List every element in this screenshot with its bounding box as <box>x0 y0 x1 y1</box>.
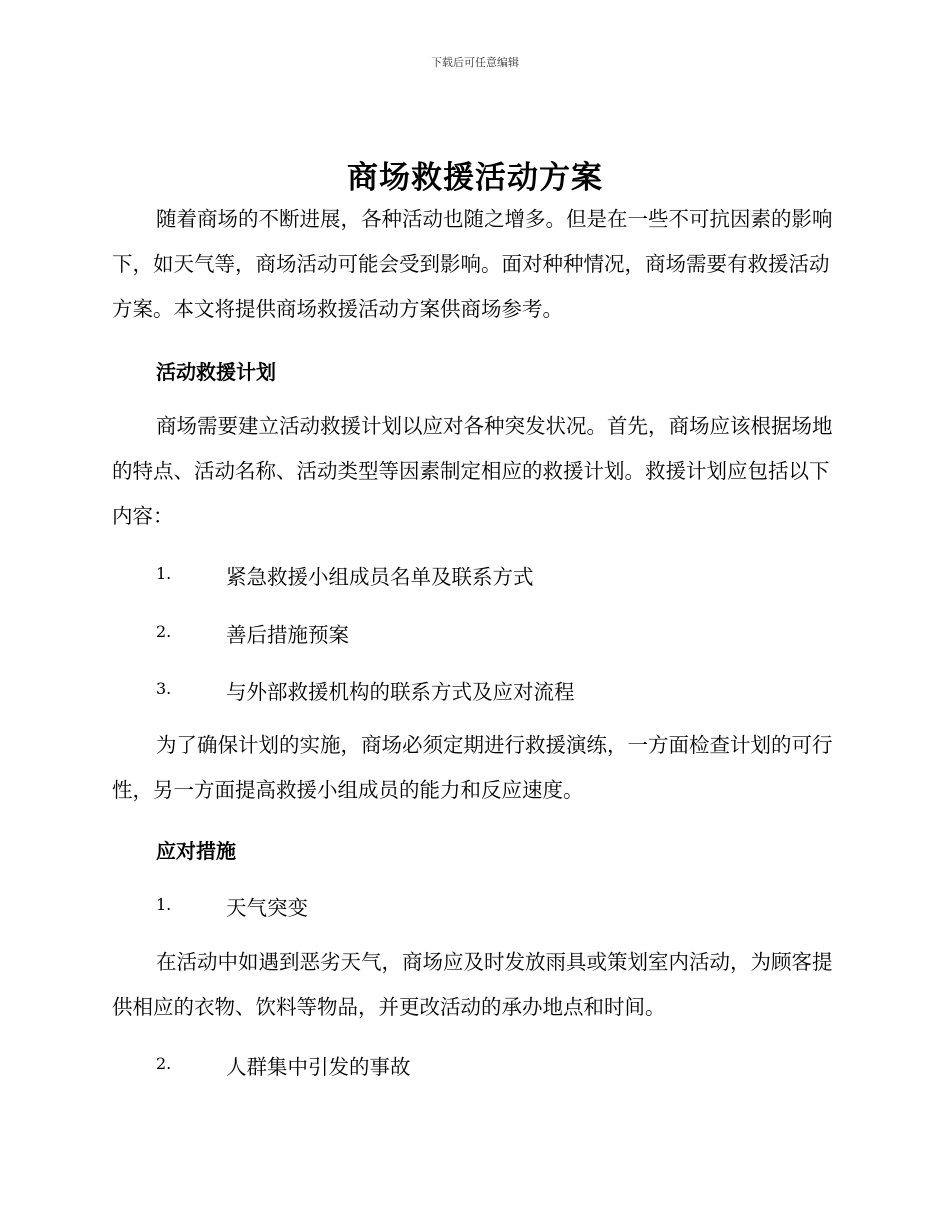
list-item-number: 2. <box>156 622 172 641</box>
header-note: 下载后可任意编辑 <box>431 56 519 69</box>
list-item-number: 2. <box>156 1054 172 1073</box>
list-item-text: 天气突变 <box>226 896 308 920</box>
document-title: 商场救援活动方案 <box>347 160 603 196</box>
section-heading-countermeasures: 应对措施 <box>156 839 236 863</box>
drill-paragraph: 为了确保计划的实施，商场必须定期进行救援演练，一方面检查计划的可行性，另一方面提高救援小组成员的能力和反应速度。 <box>112 733 833 802</box>
section-heading-rescue-plan: 活动救援计划 <box>156 360 276 384</box>
intro-paragraph: 随着商场的不断进展，各种活动也随之增多。但是在一些不可抗因素的影响下，如天气等，商场活动可能会受到影响。面对种种情况，商场需要有救援活动方案。本文将提供商场救援活动方案供商场参考。 <box>112 207 833 321</box>
weather-paragraph: 在活动中如遇到恶劣天气，商场应及时发放雨具或策划室内活动，为顾客提供相应的衣物、饮料等物品，并更改活动的承办地点和时间。 <box>112 950 833 1019</box>
list-item-text: 善后措施预案 <box>226 623 349 647</box>
list-item-number: 1. <box>156 564 172 583</box>
rescue-plan-paragraph: 商场需要建立活动救援计划以应对各种突发状况。首先，商场应该根据场地的特点、活动名称、活动类型等因素制定相应的救援计划。救援计划应包括以下内容： <box>112 414 833 528</box>
list-item-text: 紧急救援小组成员名单及联系方式 <box>226 565 534 589</box>
list-item-number: 1. <box>156 895 172 914</box>
list-item-number: 3. <box>156 679 172 698</box>
list-item-text: 与外部救援机构的联系方式及应对流程 <box>226 680 575 704</box>
list-item-text: 人群集中引发的事故 <box>226 1055 411 1079</box>
